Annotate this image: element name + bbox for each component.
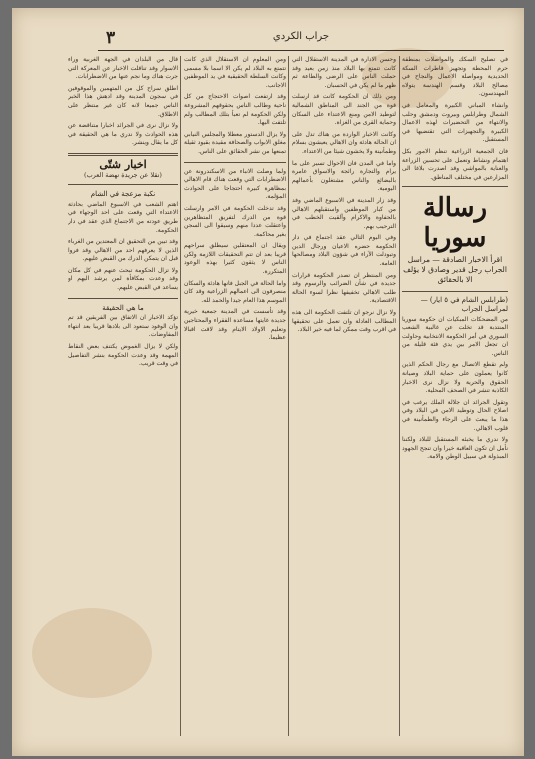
paragraph: في تصليح السكك والمواصلات بمنطقة حرم المحطة وتجهيز قاطرات السكة الحديدية ومواصلة الاعمال والنجاح في مصالح البلاد وقسم الهندسة يتولاه المهندسون. (402, 56, 508, 98)
article-title: رسالة سوريا (422, 193, 488, 254)
paragraph: ومن المعلوم ان الاستقلال الذي كانت تتمتع به البلاد لم يكن الا اسما بلا مسمى وكانت السلطة الحقيقية في يد الموظفين الاجانب. (184, 56, 286, 89)
paragraph: ولكن لا يزال الغموض يكتنف بعض النقاط المهمة وقد وعدت الحكومة بنشر التفاصيل في وقت قريب. (68, 343, 178, 368)
paragraph: ولا نزال نرى في الجرائد اخبارا متناقضة عن هذه الحوادث ولا ندري ما هي الحقيقة في كل ما يقال وينشر. (68, 122, 178, 147)
column-3 (184, 56, 286, 738)
paragraph: ومن ذلك ان الحكومة كانت قد ارسلت قوة من الجند الى المناطق الشمالية لتوطيد الامن ومنع الاعتداء على السكان وحماية القرى من الغزاة. (292, 93, 396, 127)
article-banner (402, 186, 508, 292)
divider (184, 162, 286, 163)
column-1 (402, 56, 508, 738)
paragraph: وانشاء المباني الكبيرة والمعامل في الشمال وطرابلس وبيروت ودمشق وحلب والانتهاء من التحضيرات لهذه الاعمال الكبيرة والتجهيزات التي تقتضيها في المستقبل. (402, 101, 508, 144)
column-rule (288, 56, 289, 736)
paragraph: وقد تأسست في المدينة جمعية خيرية جديدة غايتها مساعدة الفقراء والمحتاجين وتعليم الاولاد الايتام وقد لاقت اقبالا عظيما. (184, 308, 286, 342)
column-rule (180, 56, 181, 736)
paragraph: ولا ندري ما يخبئه المستقبل للبلاد ولكننا نأمل ان تكون العاقبة خيرا وان تنجح الجهود المبذولة في سبيل الوطن والامة. (402, 436, 508, 461)
paragraph: من المضحكات المبكيات ان حكومة سوريا المنتدبة قد تخلت عن غالبية الشعب السوري في أمر الحكومة الانتخابية وحاولت ان تجعل الامر بين يدي فئة قليلة من الناس. (402, 315, 508, 357)
paragraph: واما الحالة في الجبل فانها هادئة والسكان منصرفون الى اعمالهم الزراعية وقد كان الموسم هذا العام جيدا والحمد لله. (184, 279, 286, 304)
paragraph: وكانت الاخبار الواردة من هناك تدل على ان الحالة هادئة وان الاهالي يعيشون بسلام وطمأنينة ولا يخشون شيئا من الاعتداء. (292, 130, 396, 155)
paragraph: اطلق سراح كل من المتهمين والموقوفين في سجون المدينة وقد ادهش هذا الخبر الناس جميعا لانه كان غير منتظر على الاطلاق. (68, 84, 178, 118)
divider (68, 153, 178, 156)
paragraph: وتقول الجرائد ان جلالة الملك يرغب في اصلاح الحال وتوطيد الامن في البلاد وفي هذا ما يبعث على الرجاء والطمأنينة في قلوب الاهالي. (402, 398, 508, 432)
paragraph: ولما وصلت الانباء من الاسكندرونة عن الاضطرابات التي وقعت هناك قام الاهالي بمظاهرة كبيرة احتجاجا على الحوادث المؤلمة. (184, 167, 286, 201)
paragraph: وقد تبين من التحقيق ان المعتدين من الغرباء الذين لا يعرفهم احد من الاهالي وقد فروا قبل ان يتمكن الدرك من القبض عليهم. (68, 238, 178, 263)
paragraph: ولم تقطع الاتصال مع رجال الحكم الذين كانوا يعملون على حماية البلاد وصيانة الحقوق والحرية ولا نزال نرى الاخبار الكاذبة تنشر في الصحف المحلية. (402, 361, 508, 395)
subsection-title: ما هي الحقيقة (102, 303, 144, 312)
divider (68, 184, 178, 185)
page-number: ٣ (106, 28, 116, 48)
article-dateline: (طرابلس الشام في ٥ ايار) — لمراسل الجراب (420, 296, 508, 313)
paragraph: ومن المنتظر ان تصدر الحكومة قرارات جديدة في شأن الضرائب والرسوم وقد طلب الاهالي تخفيفها نظرا لسوء الحالة الاقتصادية. (292, 271, 396, 305)
running-title: جراب الكردي (272, 31, 330, 42)
paragraph: واما في المدن فان الاحوال تسير على ما يرام والتجارة رائجة والاسواق عامرة بالبضائع والناس مشتغلون بأعمالهم اليومية. (292, 159, 396, 193)
divider (68, 298, 178, 299)
column-rule (399, 56, 400, 736)
paragraph: تؤكد الاخبار ان الاتفاق بين الفريقين قد تم وان الوفود ستعود الى بلادها قريبا بعد انتهاء المفاوضات. (68, 314, 178, 339)
paragraph: ولا يزال الدستور معطلا والمجلس النيابي مغلق الابواب والصحافة مقيدة بقيود ثقيلة تمنعها من نشر الحقائق على الناس. (184, 130, 286, 155)
section-note: (نقلا عن جريدة نهضة العرب) (84, 170, 162, 179)
article-subtitle: اقرأ الاخبار الصادقة — مراسل الجراب رجل قدير وصادق لا يؤلف الا بالحقائق (403, 255, 507, 285)
column-4 (68, 56, 178, 738)
paragraph: وفي اليوم التالي عقد اجتماع في دار الحكومة حضره الاعيان ورجال الدين وتبودلت الآراء في شؤون البلاد ومصالحها العامة. (292, 234, 396, 268)
paragraph: ويقال ان المعتقلين سيطلق سراحهم قريبا بعد ان تتم التحقيقات اللازمة ولكن الناس لا يثقون كثيرا بهذه الوعود المتكررة. (184, 242, 286, 276)
section-title: اخبار شتّى (99, 157, 147, 171)
paragraph: اهتم الشعب في الاسبوع الماضي بحادثة الاعتداء التي وقعت على احد الوجهاء في طريق عودته من الاجتماع الذي عقد في دار الحكومة. (68, 200, 178, 234)
paragraph: وقد تدخلت الحكومة في الامر وارسلت قوة من الدرك لتفريق المتظاهرين واعتقلت عددا منهم وسيقوا الى السجن بغير محاكمة. (184, 204, 286, 238)
newspaper-page (12, 8, 524, 756)
paragraph: وحسن الادارة في المدينة الاستقلال التي كانت تتمتع بها البلاد منذ زمن بعيد وقد حملت الناس على الرضى والطاعة ثم ظهر ما لم يكن في الحسبان. (292, 56, 396, 89)
paragraph: قال من البلدان في الجهة الغربية وراء الاسوار وقد تناقلت الاخبار عن المعركة التي جرت هناك وما نجم عنها من الاضطرابات. (68, 56, 178, 81)
paragraph: وقد ارتفعت اصوات الاحتجاج من كل ناحية وطالب الناس بحقوقهم المشروعة ولكن الحكومة لم تعبأ بتلك المطالب ولم تلتفت اليها. (184, 93, 286, 127)
paragraph: وقد زار المدينة في الاسبوع الماضي وفد من كبار الموظفين واستقبلهم الاهالي بالحفاوة والاكرام وألقيت الخطب في الترحيب بهم. (292, 196, 396, 230)
page-header (98, 28, 504, 51)
paragraph: ولا نزال نرجو ان تلتفت الحكومة الى هذه المطالب العادلة وان تعمل على تحقيقها في اقرب وقت ممكن لما فيه خير البلاد. (292, 309, 396, 334)
column-2 (292, 56, 396, 738)
subsection-title: نكبة مزعجة في الشام (90, 190, 156, 199)
paragraph: ولا تزال الحكومة تبحث عنهم في كل مكان وقد وعدت بمكافأة لمن يرشد اليهم او يساعد في القبض عليهم. (68, 266, 178, 292)
paragraph: فان الجمعية الزراعية تنظم الامور بكل اهتمام ونشاط وتعمل على تحسين الزراعة والعناية بالمواشي وقد اصدرت بلاغا الى المزارعين في مختلف المناطق. (402, 147, 508, 181)
